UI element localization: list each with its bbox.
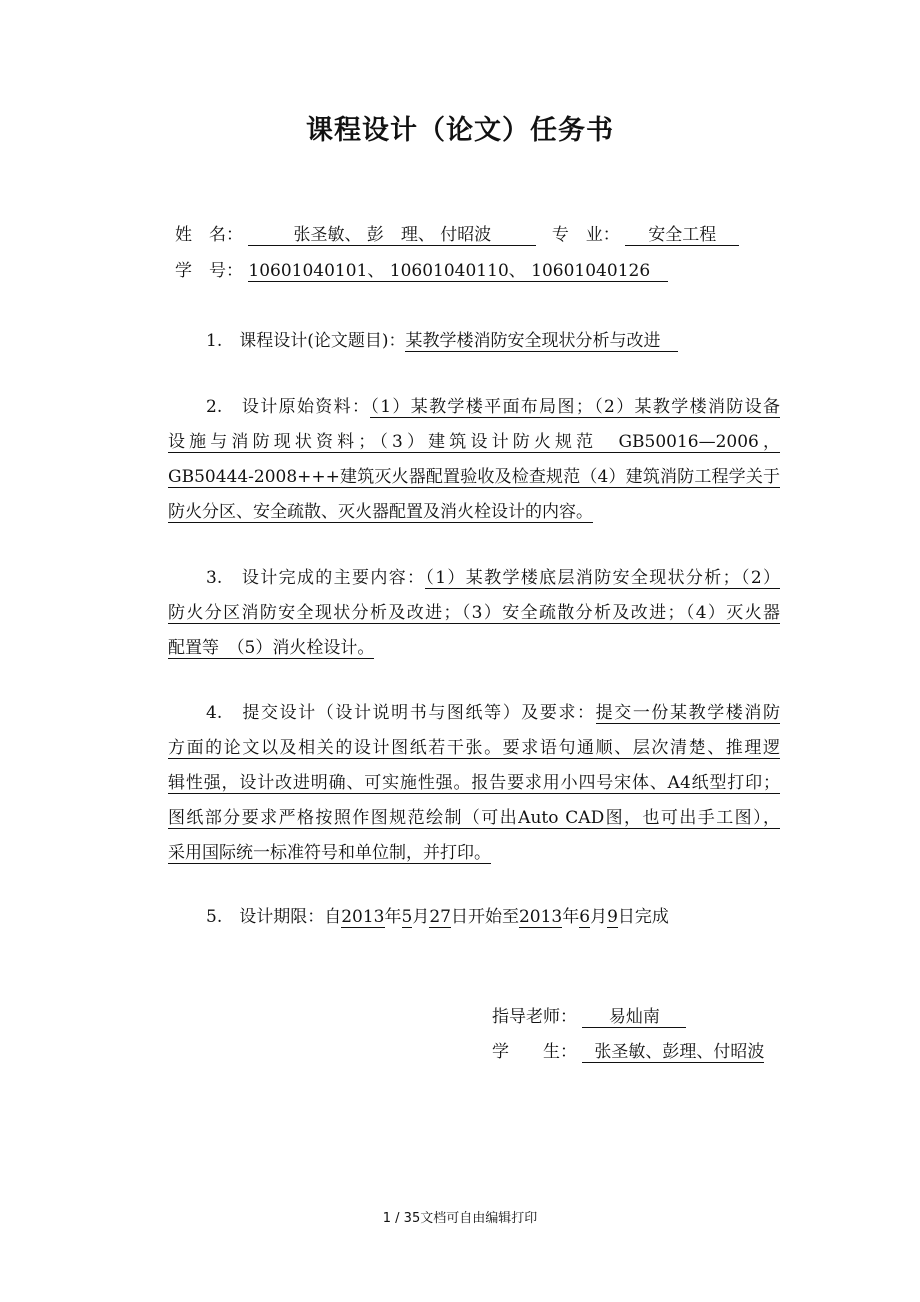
page-title: 课程设计（论文）任务书 xyxy=(306,115,614,146)
item-3-line-1: （1）某教学楼底层消防安全现状分析；（2） xyxy=(425,568,780,588)
start-month: 5 xyxy=(401,907,413,927)
item-2 xyxy=(168,390,780,530)
item-5 xyxy=(168,900,780,935)
item-2-line-1: （1）某教学楼平面布局图；（2）某教学楼消防设备 xyxy=(370,397,780,417)
name-row xyxy=(175,223,739,247)
start-year: 2013 xyxy=(341,907,385,927)
month-text-1: 月 xyxy=(412,907,430,927)
item-1-text: 某教学楼消防安全现状分析与改进 xyxy=(405,331,678,352)
advisor-label: 指导老师： xyxy=(492,1007,577,1027)
item-3-lead: 3. 设计完成的主要内容： xyxy=(206,568,426,588)
id-label: 学 号： xyxy=(175,261,243,281)
item-4 xyxy=(168,696,780,871)
start-day: 27 xyxy=(429,907,451,927)
major-value: 安全工程 xyxy=(625,225,739,246)
student-label: 学 生： xyxy=(492,1042,577,1062)
id-value: 10601040101、 10601040110、 10601040126 xyxy=(248,261,668,282)
year-text-1: 年 xyxy=(384,907,402,927)
item-4-line-1: 提交一份某教学楼消防 xyxy=(595,703,780,723)
item-3 xyxy=(168,561,780,666)
name-value: 张圣敏、 彭 理、 付昭波 xyxy=(248,225,536,246)
item-2-line-4: 防火分区、安全疏散、灭火器配置及消火栓设计的内容。 xyxy=(168,502,593,522)
year-text-2: 年 xyxy=(562,907,580,927)
item-2-lead: 2. 设计原始资料： xyxy=(206,397,371,417)
end-year: 2013 xyxy=(518,907,563,927)
item-4-line-5: 采用国际统一标准符号和单位制，并打印。 xyxy=(168,843,491,863)
item-3-line-2: 防火分区消防安全现状分析及改进；（3）安全疏散分析及改进；（4）灭火器 xyxy=(168,603,780,623)
student-row xyxy=(492,1040,764,1064)
item-4-line-4: 图纸部分要求严格按照作图规范绘制（可出Auto CAD图，也可出手工图）， xyxy=(168,808,780,828)
student-value: 张圣敏、彭理、付昭波 xyxy=(582,1042,764,1063)
item-1 xyxy=(168,324,780,359)
name-label: 姓 名： xyxy=(175,225,243,245)
item-2-line-3: GB50444-2008+++建筑灭火器配置验收及检查规范（4）建筑消防工程学关于 xyxy=(168,467,780,487)
item-5-lead: 5. 设计期限：自 xyxy=(206,907,342,927)
item-4-line-2: 方面的论文以及相关的设计图纸若干张。要求语句通顺、层次清楚、推理逻 xyxy=(168,738,780,758)
start-to-text: 日开始至 xyxy=(450,907,519,927)
complete-text: 日完成 xyxy=(617,907,669,927)
end-day: 9 xyxy=(607,907,618,927)
page-footer: 1 / 35文档可自由编辑打印 xyxy=(382,1211,538,1226)
end-month: 6 xyxy=(579,907,591,927)
month-text-2: 月 xyxy=(590,907,608,927)
id-row xyxy=(175,259,668,283)
advisor-value: 易灿南 xyxy=(582,1007,686,1028)
item-4-lead: 4. 提交设计（设计说明书与图纸等）及要求： xyxy=(206,703,596,723)
advisor-row xyxy=(492,1005,686,1029)
item-3-line-3: 配置等 （5）消火栓设计。 xyxy=(168,638,375,658)
major-label: 专 业： xyxy=(551,225,620,245)
item-2-line-2: 设施与消防现状资料；（3）建筑设计防火规范 GB50016—2006， xyxy=(168,432,780,452)
item-4-line-3: 辑性强，设计改进明确、可实施性强。报告要求用小四号宋体、A4纸型打印； xyxy=(168,773,780,793)
item-1-lead: 1. 课程设计(论文题目)： xyxy=(206,331,406,351)
